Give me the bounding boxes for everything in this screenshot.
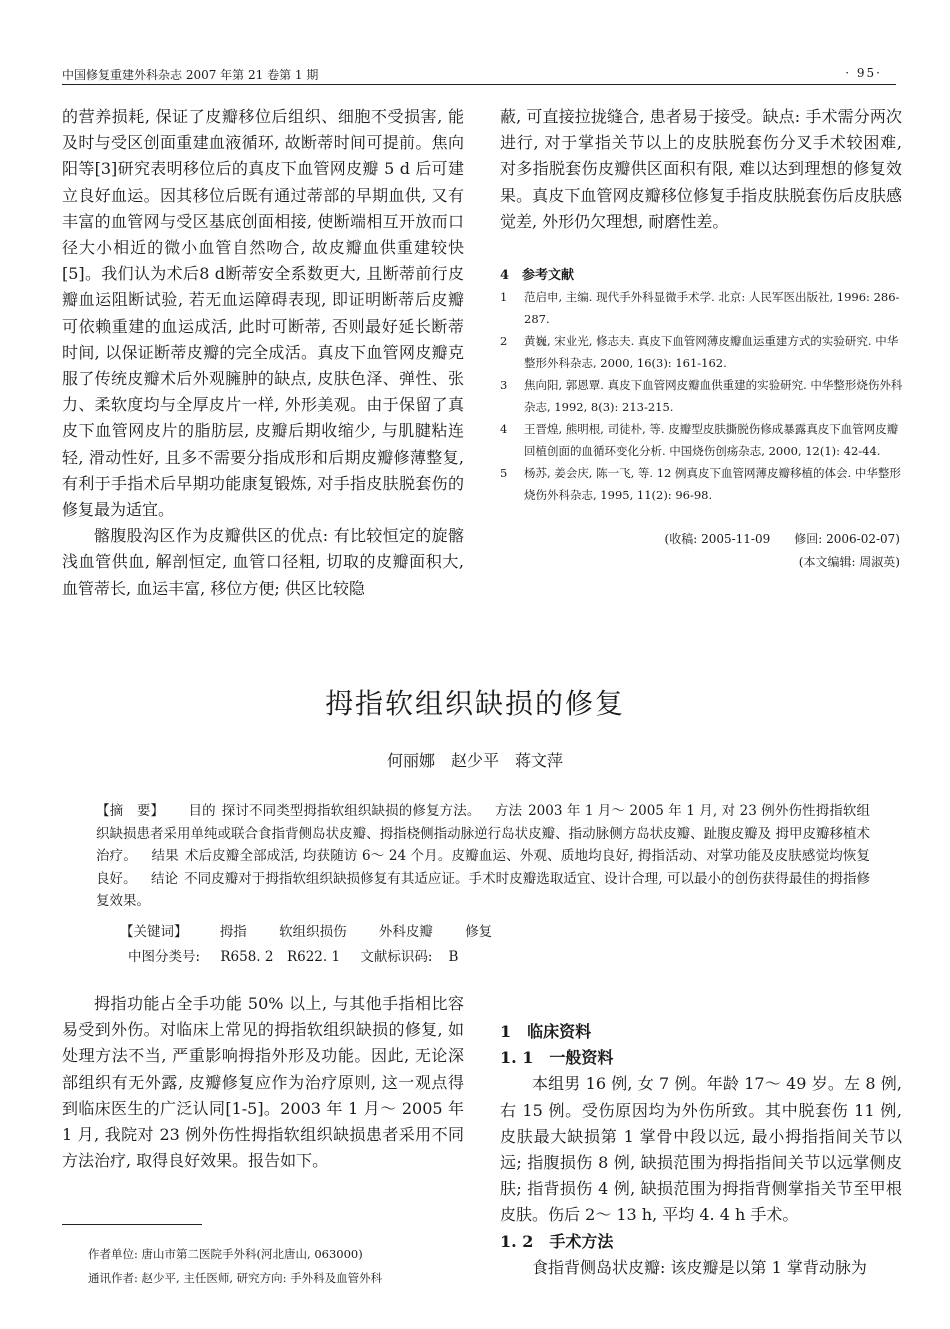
page-number: · 95· <box>845 66 882 80</box>
classification-label: 中图分类号: <box>128 949 201 965</box>
references-title: 4 参考文献 <box>500 268 575 283</box>
abstract-label: 【摘 要】 <box>96 803 165 819</box>
editor-note: (本文编辑: 周淑英) <box>798 555 900 569</box>
abstract-text <box>96 800 870 913</box>
abstract <box>96 800 870 913</box>
section-1-1-heading: 1. 1 一般资料 <box>500 1048 614 1068</box>
reference-number: 4 <box>500 422 508 436</box>
received-revised-dates: (收稿: 2005-11-09 修回: 2006-02-07) <box>664 532 900 546</box>
keyword: 修复 <box>465 924 493 940</box>
abstract-section-label: 目的 <box>188 803 216 819</box>
intro-paragraph: 拇指功能占全手功能 50% 以上, 与其他手指相比容易受到外伤。对临床上常见的拇指软组织缺损的修复, 如处理方法不当, 严重影响拇指外形及功能。因此, 无论深部组织有无外露, 皮瓣修复应作为治疗原则, 这一观点得到临床医生的广泛认同[1-5]。2003 年 1 月～ 2005 年 1 月, 我院对 23 例外伤性拇指软组织缺损患者采用不同方法治疗, 取得良好效果。报告如下。 <box>62 994 464 1171</box>
abstract-section-text: 探讨不同类型拇指软组织缺损的修复方法。 <box>221 803 481 819</box>
article-title: 拇指软组织缺损的修复 <box>324 687 625 720</box>
reference-text: 范启申, 主编. 现代手外科显微手术学. 北京: 人民军医出版社, 1996: 286-287. <box>524 290 900 326</box>
article-authors: 何丽娜 赵少平 蒋文萍 <box>386 751 563 770</box>
header-rule <box>62 84 896 85</box>
reference-item <box>500 374 904 418</box>
footnote-rule <box>62 1224 202 1225</box>
corresponding-author: 通讯作者: 赵少平, 主任医师, 研究方向: 手外科及血管外科 <box>88 1271 383 1285</box>
prev-paragraph-3: 蔽, 可直接拉拢缝合, 患者易于接受。缺点: 手术需分两次进行, 对于掌指关节以上的皮肤脱套伤分叉手术较困难, 对多指脱套伤皮瓣供区面积有限, 难以达到理想的修复效果。真皮下血管网皮瓣移位修复手指皮肤脱套伤后皮肤感觉差, 外形仍欠理想, 耐磨性差。 <box>500 107 902 231</box>
abstract-section-text: 术后皮瓣全部成活, 均获随访 6～ 24 个月。皮瓣血运、外观、质地均良好, 拇指活动、对掌功能及皮肤感觉均恢复良好。 <box>96 848 871 887</box>
classification <box>128 945 474 965</box>
reference-item <box>500 462 904 506</box>
article-right-column <box>500 1019 902 1281</box>
reference-text: 王晋煌, 熊明根, 司徒朴, 等. 皮瓣型皮肤撕脱伤修成暴露真皮下血管网皮瓣回植创面的血循环变化分析. 中国烧伤创疡杂志, 2000, 12(1): 42-44. <box>524 422 899 458</box>
abstract-section-text: 2003 年 1 月～ 2005 年 1 月, 对 23 例外伤性拇指软组织缺损患者采用单纯或联合食指背侧岛状皮瓣、拇指桡侧指动脉逆行岛状皮瓣、指动脉侧方岛状皮瓣、趾腹皮瓣及 拇甲皮瓣移植术治疗。 <box>96 803 871 864</box>
abstract-section-text: 不同皮瓣对于拇指软组织缺损修复有其适应证。手术时皮瓣选取适宜、设计合理, 可以最小的创伤获得最佳的拇指修复效果。 <box>96 870 870 909</box>
section-1-2-heading: 1. 2 手术方法 <box>500 1231 614 1251</box>
reference-number: 2 <box>500 334 508 348</box>
doc-code-label: 文献标识码: <box>360 949 433 965</box>
reference-item <box>500 330 904 374</box>
references-list <box>500 286 904 506</box>
doc-code: B <box>448 949 459 965</box>
author-affiliation: 作者单位: 唐山市第二医院手外科(河北唐山, 063000) <box>88 1247 363 1261</box>
abstract-section-label: 方法 <box>494 803 523 819</box>
keywords-label: 【关键词】 <box>120 924 188 940</box>
reference-number: 3 <box>500 378 508 392</box>
prev-paragraph-2: 髂腹股沟区作为皮瓣供区的优点: 有比较恒定的旋髂浅血管供血, 解剖恒定, 血管口径粗, 切取的皮瓣面积大, 血管蒂长, 血运丰富, 移位方便; 供区比较隐 <box>62 526 464 598</box>
section-1-heading: 1 临床资料 <box>500 1022 592 1041</box>
keyword: 外科皮瓣 <box>378 924 433 940</box>
prev-article-left-column <box>62 104 464 602</box>
keyword: 软组织损伤 <box>279 924 347 940</box>
prev-paragraph-1: 的营养损耗, 保证了皮瓣移位后组织、细胞不受损害, 能及时与受区创面重建血液循环, 故断蒂时间可提前。焦向阳等[3]研究表明移位后的真皮下血管网皮瓣 5 d 后可建立良好血运。因其移位后既有通过蒂部的早期血供, 又有丰富的血管网与受区基底创面相接, 使断端相互开放而口径大小相近的微小血管自然吻合, 故皮瓣血供重建较快[5]。我们认为术后8 d断蒂安全系数更大, 且断蒂前行皮瓣血运阻断试验, 若无血运障碍表现, 即证明断蒂后皮瓣可依赖重建的血运成活, 此时可断蒂, 否则最好延长断蒂时间, 以保证断蒂皮瓣的完全成活。真皮下血管网皮瓣克服了传统皮瓣术后外观臃肿的缺点, 皮肤色泽、弹性、张力、柔软度均与全厚皮片一样, 外形美观。由于保留了真皮下血管网皮片的脂肪层, 皮瓣后期收缩少, 与肌腱粘连轻, 滑动性好, 且多不需要分指成形和后期皮瓣修薄整复, 有利于手指术后早期功能康复锻炼, 对手指皮肤脱套伤的修复最为适宜。 <box>62 107 464 520</box>
article-left-column <box>62 991 464 1174</box>
reference-text: 黄巍, 宋业光, 修志夫. 真皮下血管网薄皮瓣血运重建方式的实验研究. 中华整形外科杂志, 2000, 16(3): 161-162. <box>524 334 899 370</box>
section-1-1-text: 本组男 16 例, 女 7 例。年龄 17～ 49 岁。左 8 例, 右 15 例。受伤原因均为外伤所致。其中脱套伤 11 例, 皮肤最大缺损第 1 掌骨中段以远, 最小拇指指间关节以远; 指腹损伤 8 例, 缺损范围为拇指指间关节以远掌侧皮肤; 指背损伤 4 例, 缺损范围为拇指背侧掌指关节至甲根皮肤。伤后 2～ 13 h, 平均 4. 4 h 手术。 <box>500 1074 902 1225</box>
keyword: 拇指 <box>219 924 247 940</box>
abstract-section-label: 结果 <box>151 848 179 864</box>
reference-text: 焦向阳, 郭恩覃. 真皮下血管网皮瓣血供重建的实验研究. 中华整形烧伤外科杂志, 1992, 8(3): 213-215. <box>524 378 903 414</box>
section-1-2-text: 食指背侧岛状皮瓣: 该皮瓣是以第 1 掌背动脉为 <box>532 1257 867 1277</box>
journal-header: 中国修复重建外科杂志 2007 年第 21 卷第 1 期 <box>62 68 319 82</box>
classification-code: R658. 2 R622. 1 <box>220 949 341 965</box>
reference-item <box>500 418 904 462</box>
reference-item <box>500 286 904 330</box>
keywords <box>120 920 520 940</box>
reference-number: 1 <box>500 290 508 304</box>
reference-text: 杨苏, 姜会庆, 陈一飞, 等. 12 例真皮下血管网薄皮瓣移植的体会. 中华整形烧伤外科杂志, 1995, 11(2): 96-98. <box>524 466 901 502</box>
prev-article-right-column <box>500 104 902 235</box>
reference-number: 5 <box>500 466 508 480</box>
abstract-section-label: 结论 <box>150 870 179 887</box>
